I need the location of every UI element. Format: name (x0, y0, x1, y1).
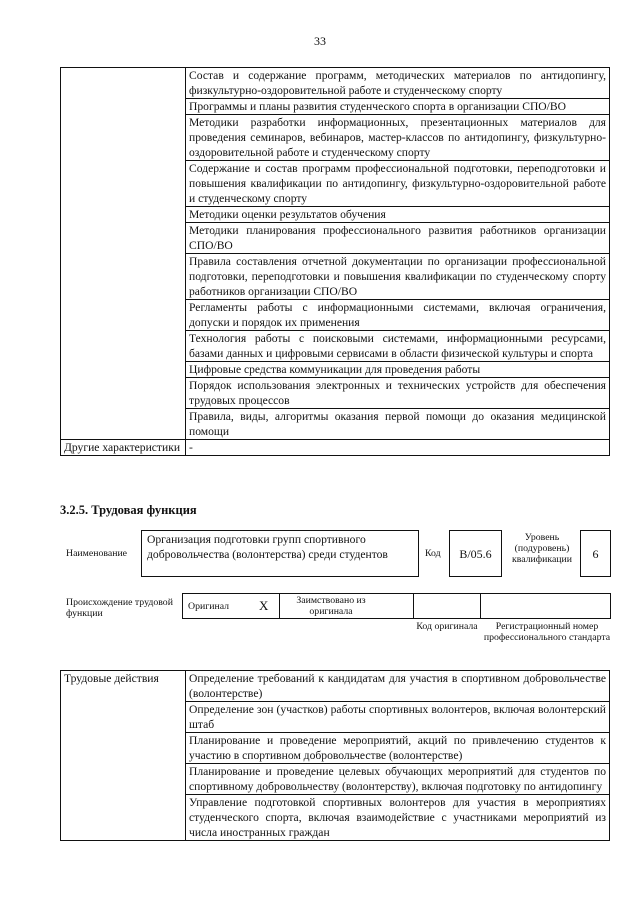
knowledge-item: Программы и планы развития студенческого спорта в организации СПО/ВО (186, 99, 610, 115)
actions-table (60, 670, 610, 841)
function-name: Организация подготовки групп спортивного добровольчества (волонтерства) среди студентов (141, 530, 419, 577)
action-item: Планирование и проведение целевых обучающих мероприятий для студентов по спортивному добровольчеству (волонтерству), включая подготовку по антидопингу (186, 764, 610, 795)
knowledge-item: Правила составления отчетной документации по организации профессиональной подготовки, переподготовки и повышения квалификации по студенческому спорту работников организации СПО/ВО (186, 254, 610, 300)
row-label-empty (61, 68, 186, 440)
table-row (61, 68, 610, 99)
action-item: Управление подготовкой спортивных волонтеров для участия в мероприятиях студенческого спорта, включая взаимодействие с участниками мероприятий из числа иностранных граждан (186, 795, 610, 841)
knowledge-item: Цифровые средства коммуникации для проведения работы (186, 362, 610, 378)
knowledge-table (60, 67, 610, 456)
knowledge-item: Методики оценки результатов обучения (186, 207, 610, 223)
knowledge-item: Регламенты работы с информационными системами, включая ограничения, допуски и порядок их применения (186, 300, 610, 331)
knowledge-item: Порядок использования электронных и технических устройств для обеспечения трудовых процессов (186, 378, 610, 409)
action-item: Определение зон (участков) работы спортивных волонтеров, включая волонтерский штаб (186, 702, 610, 733)
table-row (61, 671, 610, 702)
origin-divider (480, 593, 481, 619)
actions-label: Трудовые действия (61, 671, 186, 841)
function-level: 6 (580, 530, 611, 577)
other-value: - (186, 440, 610, 456)
origin-divider (279, 593, 280, 619)
other-label: Другие характеристики (61, 440, 186, 456)
code-label: Код (425, 548, 441, 559)
level-label: Уровень (подуровень) квалификации (511, 532, 573, 565)
function-code: B/05.6 (449, 530, 502, 577)
page-number: 33 (314, 34, 326, 48)
origin-divider (413, 593, 414, 619)
knowledge-item: Технология работы с поисковыми системами, информационными ресурсами, базами данных и цифровыми сервисами в области физической культуры и спорта (186, 331, 610, 362)
knowledge-item: Методики разработки информационных, презентационных материалов для проведения семинаров, вебинаров, мастер-классов по антидопингу, физкультурно-оздоровительной работе и студенческому спорту (186, 115, 610, 161)
name-label: Наименование (66, 548, 128, 559)
table-row (61, 440, 610, 456)
origin-row (182, 593, 611, 619)
original-mark: X (259, 598, 269, 613)
knowledge-item: Содержание и состав программ профессиональной подготовки, переподготовки и повышения квалификации по антидопингу, физкультурно-оздоровительной работе и студенческому спорту (186, 161, 610, 207)
action-item: Определение требований к кандидатам для участия в спортивном добровольчестве (волонтерстве) (186, 671, 610, 702)
reg-caption: Регистрационный номер профессионального стандарта (483, 621, 611, 643)
knowledge-item: Правила, виды, алгоритмы оказания первой помощи до оказания медицинской помощи (186, 409, 610, 440)
knowledge-item: Состав и содержание программ, методических материалов по антидопингу, физкультурно-оздоровительной работе и студенческому спорту (186, 68, 610, 99)
section-heading: 3.2.5. Трудовая функция (60, 503, 197, 517)
knowledge-item: Методики планирования профессионального развития работников организации СПО/ВО (186, 223, 610, 254)
action-item: Планирование и проведение мероприятий, акций по привлечению студентов к участию в спортивном добровольчестве (волонтерстве) (186, 733, 610, 764)
original-label: Оригинал (188, 601, 230, 612)
borrowed-label: Заимствовано из оригинала (296, 595, 366, 617)
origin-label: Происхождение трудовой функции (66, 597, 173, 619)
code-caption: Код оригинала (416, 621, 478, 632)
